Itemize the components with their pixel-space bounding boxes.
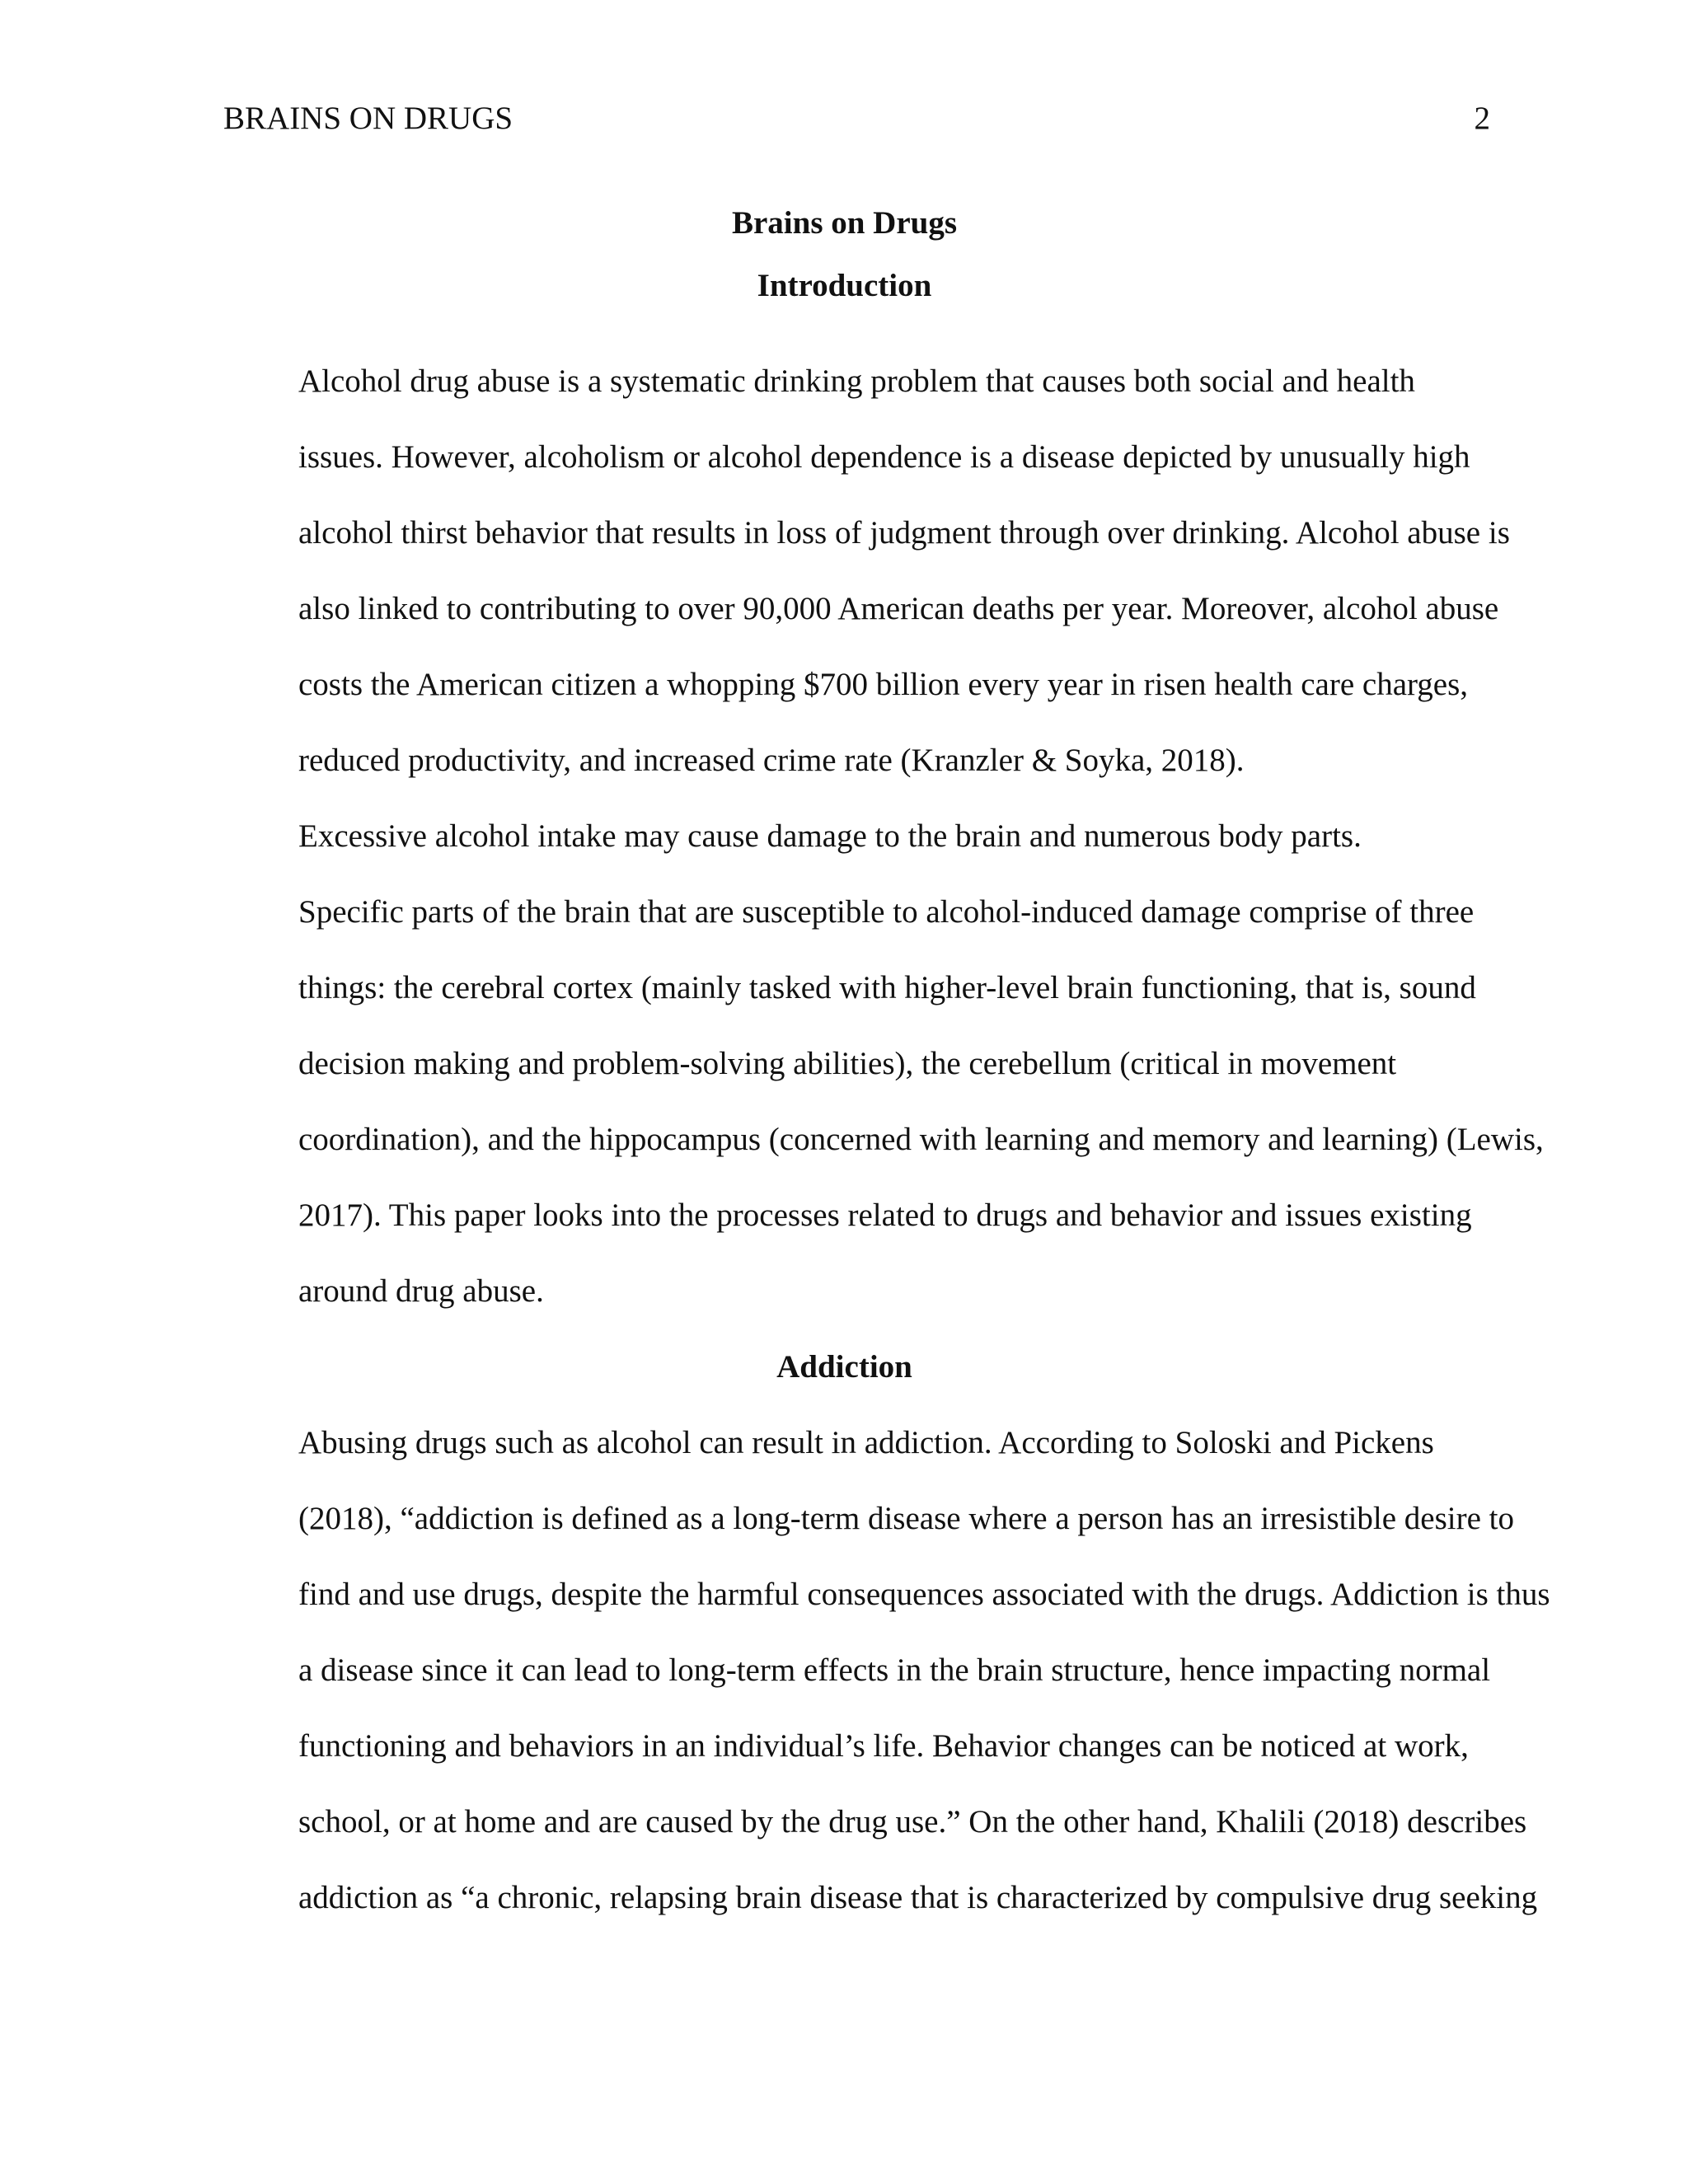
addiction-paragraph-1 [199,1405,1550,1936]
paragraph-line: school, or at home and are caused by the drug use.” On the other hand, Khalili (2018) describes [298,1804,1527,1840]
running-head: BRAINS ON DRUGS [223,101,513,136]
paragraph-line: around drug abuse. [298,1273,544,1309]
document-title: Brains on Drugs [731,205,958,241]
paragraph-line: functioning and behaviors in an individual’s life. Behavior changes can be noticed at work, [298,1728,1469,1764]
paragraph-line: (2018), “addiction is defined as a long-term disease where a person has an irresistible desire to [298,1501,1515,1536]
document-body [199,192,1550,1936]
paragraph-line: costs the American citizen a whopping $700 billion every year in risen health care charges, [298,667,1469,702]
paragraph-line: addiction as “a chronic, relapsing brain disease that is characterized by compulsive drug seeking [298,1880,1538,1915]
page-number: 2 [1474,101,1490,136]
paragraph-line: also linked to contributing to over 90,000 American deaths per year. Moreover, alcohol abuse [298,591,1499,626]
intro-paragraph-1 [199,344,1510,799]
section-heading-introduction: Introduction [757,268,932,303]
paragraph-line: issues. However, alcoholism or alcohol dependence is a disease depicted by unusually high [298,439,1470,475]
paragraph-line: Alcohol drug abuse is a systematic drinking problem that causes both social and health [298,363,1415,399]
paragraph-line: Specific parts of the brain that are susceptible to alcohol-induced damage comprise of three [298,894,1475,930]
paragraph-line: decision making and problem-solving abilities), the cerebellum (critical in movement [298,1046,1397,1081]
paragraph-line: reduced productivity, and increased crime rate (Kranzler & Soyka, 2018). [298,743,1245,778]
paragraph-line: a disease since it can lead to long-term effects in the brain structure, hence impacting normal [298,1652,1491,1688]
paragraph-line: coordination), and the hippocampus (concerned with learning and memory and learning) (Lewis, [298,1122,1544,1157]
intro-paragraph-2 [199,799,1544,1329]
section-heading-addiction: Addiction [776,1349,912,1385]
paragraph-line: 2017). This paper looks into the processes related to drugs and behavior and issues existing [298,1197,1472,1233]
paragraph-line: Excessive alcohol intake may cause damage to the brain and numerous body parts. [298,818,1362,854]
paragraph-line: things: the cerebral cortex (mainly tasked with higher-level brain functioning, that is, sound [298,970,1476,1005]
paragraph-line: find and use drugs, despite the harmful consequences associated with the drugs. Addiction is thus [298,1577,1550,1612]
paragraph-line: alcohol thirst behavior that results in loss of judgment through over drinking. Alcohol abuse is [298,515,1510,551]
paragraph-line: Abusing drugs such as alcohol can result in addiction. According to Soloski and Pickens [298,1425,1434,1460]
